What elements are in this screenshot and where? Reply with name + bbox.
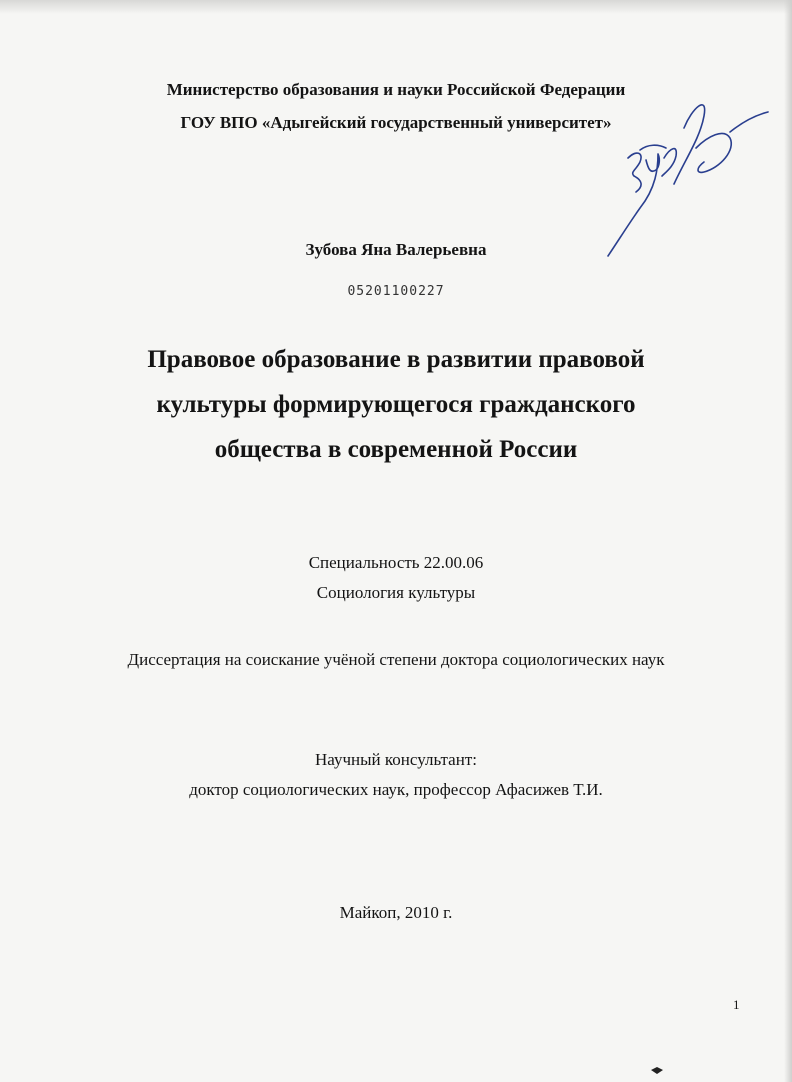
city-year: Майкоп, 2010 г.: [339, 903, 453, 922]
title-line: общества в современной России: [214, 436, 578, 463]
page-number: 1: [733, 997, 740, 1012]
scan-corner-mark-icon: [650, 1064, 664, 1076]
consultant-label: Научный консультант:: [315, 750, 477, 769]
scan-edge-top: [0, 0, 792, 14]
title-line: культуры формирующегося гражданского: [156, 391, 636, 418]
consultant-name: доктор социологических наук, профессор Афасижев Т.И.: [189, 780, 603, 799]
specialty-name: Социология культуры: [316, 583, 476, 602]
registration-code: 05201100227: [347, 284, 445, 299]
title-line: Правовое образование в развитии правовой: [147, 346, 645, 373]
ministry-heading: Министерство образования и науки Российской Федерации: [166, 80, 626, 99]
specialty-code: Специальность 22.00.06: [308, 553, 484, 572]
degree-statement: Диссертация на соискание учёной степени доктора социологических наук: [127, 650, 665, 669]
dissertation-title: [0, 337, 792, 472]
author-name: Зубова Яна Валерьевна: [305, 240, 487, 259]
university-heading: ГОУ ВПО «Адыгейский государственный университет»: [180, 113, 612, 132]
